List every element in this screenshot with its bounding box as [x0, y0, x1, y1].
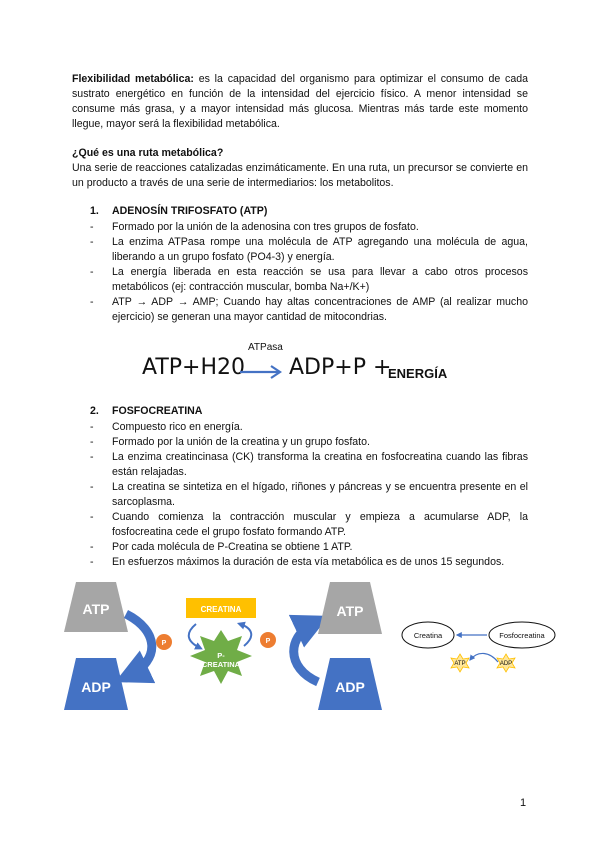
small-curve-arrow-icon — [470, 653, 498, 662]
section-fosfocreatina-heading — [90, 404, 528, 419]
intro-text: es la capacidad del organismo para optimizar el consumo de cada sustrato energético en función de la intensidad del ejercicio físico. A menor intensidad se consume más grasa, y a mayor intensidad más glucosa. Mientras más tarde este momento llegue, mayor será la flexibilidad metabólica. — [72, 73, 529, 130]
fosfocreatina-small-label: Fosfocreatina — [499, 631, 545, 640]
reaction-arrow-icon — [238, 364, 286, 380]
atp-small-label: ATP — [454, 661, 466, 667]
section-atp-number: 1. — [90, 205, 99, 217]
p-creatina-label-2: CREATINA — [201, 660, 241, 669]
section-fosfocreatina-list — [90, 420, 528, 570]
p-creatina-label-1: P- — [217, 651, 225, 660]
phosphate-right-label: P — [265, 638, 271, 645]
small-arrow-down-icon — [189, 624, 200, 648]
phosphocreatine-cycle-diagram — [60, 578, 390, 718]
equation-energy: ENERGÍA — [388, 366, 448, 381]
equation-left: ATP+H20 — [142, 355, 246, 380]
list-item: - La enzima ATPasa rompe una molécula de ATP agregando una molécula de agua, liberando a un grupo fosfato (PO4-3) y energía. — [90, 235, 528, 265]
adp-right-label: ADP — [335, 679, 365, 695]
phosphate-left-label: P — [161, 640, 167, 647]
small-arrow-up-icon — [240, 624, 251, 646]
intro-paragraph — [72, 72, 528, 132]
creatina-label: CREATINA — [200, 605, 242, 614]
equation-enzyme: ATPasa — [248, 342, 283, 353]
equation-right: ADP+P + — [289, 355, 392, 380]
section-atp-heading — [90, 204, 528, 219]
curved-arrow-right-icon — [294, 622, 318, 682]
section-fosfocreatina-title: FOSFOCREATINA — [112, 405, 203, 417]
list-item: - Cuando comienza la contracción muscular y empieza a acumularse ADP, la fosfocreatina cede el grupo fosfato formando ATP. — [90, 510, 528, 540]
adp-small-label: ADP — [499, 661, 513, 667]
list-item: - ATP → ADP → AMP; Cuando hay altas concentraciones de AMP (al realizar mucho ejercicio) se generan una mayor cantidad de mitocondrias. — [90, 295, 528, 325]
creatine-phosphocreatine-diagram — [398, 612, 558, 682]
list-item: - La enzima creatincinasa (CK) transforma la creatina en fosfocreatina cuando las fibras están relajadas. — [90, 450, 528, 480]
adp-left-label: ADP — [81, 679, 111, 695]
atp-right-label: ATP — [336, 603, 364, 619]
list-item: - La creatina se sintetiza en el hígado, riñones y páncreas y se encuentra presente en el sarcoplasma. — [90, 480, 528, 510]
ruta-text: Una serie de reacciones catalizadas enzimáticamente. En una ruta, un precursor se convierte en un producto a través de una serie de intermediarios: los metabolitos. — [72, 162, 528, 189]
page-number: 1 — [520, 797, 527, 809]
list-item: - Formado por la unión de la adenosina con tres grupos de fosfato. — [90, 220, 528, 235]
list-item: - Formado por la unión de la creatina y un grupo fosfato. — [90, 435, 528, 450]
section-fosfocreatina-number: 2. — [90, 405, 99, 417]
section-atp — [90, 204, 528, 325]
intro-term: Flexibilidad metabólica: — [72, 73, 194, 85]
list-item: - La energía liberada en esta reacción se usa para llevar a cabo otros procesos metabólicos (ej: contracción muscular, bomba Na+/K+) — [90, 265, 528, 295]
list-item: - Por cada molécula de P-Creatina se obtiene 1 ATP. — [90, 540, 528, 555]
list-item: - En esfuerzos máximos la duración de esta vía metabólica es de unos 15 segundos. — [90, 555, 528, 570]
atp-left-label: ATP — [82, 601, 110, 617]
curved-arrow-left-icon — [126, 614, 152, 676]
list-item: - Compuesto rico en energía. — [90, 420, 528, 435]
section-atp-list — [90, 220, 528, 325]
section-atp-title: ADENOSÍN TRIFOSFATO (ATP) — [112, 205, 268, 217]
ruta-heading: ¿Qué es una ruta metabólica? — [72, 147, 224, 159]
creatina-small-label: Creatina — [413, 631, 443, 640]
section-fosfocreatina — [90, 404, 528, 570]
